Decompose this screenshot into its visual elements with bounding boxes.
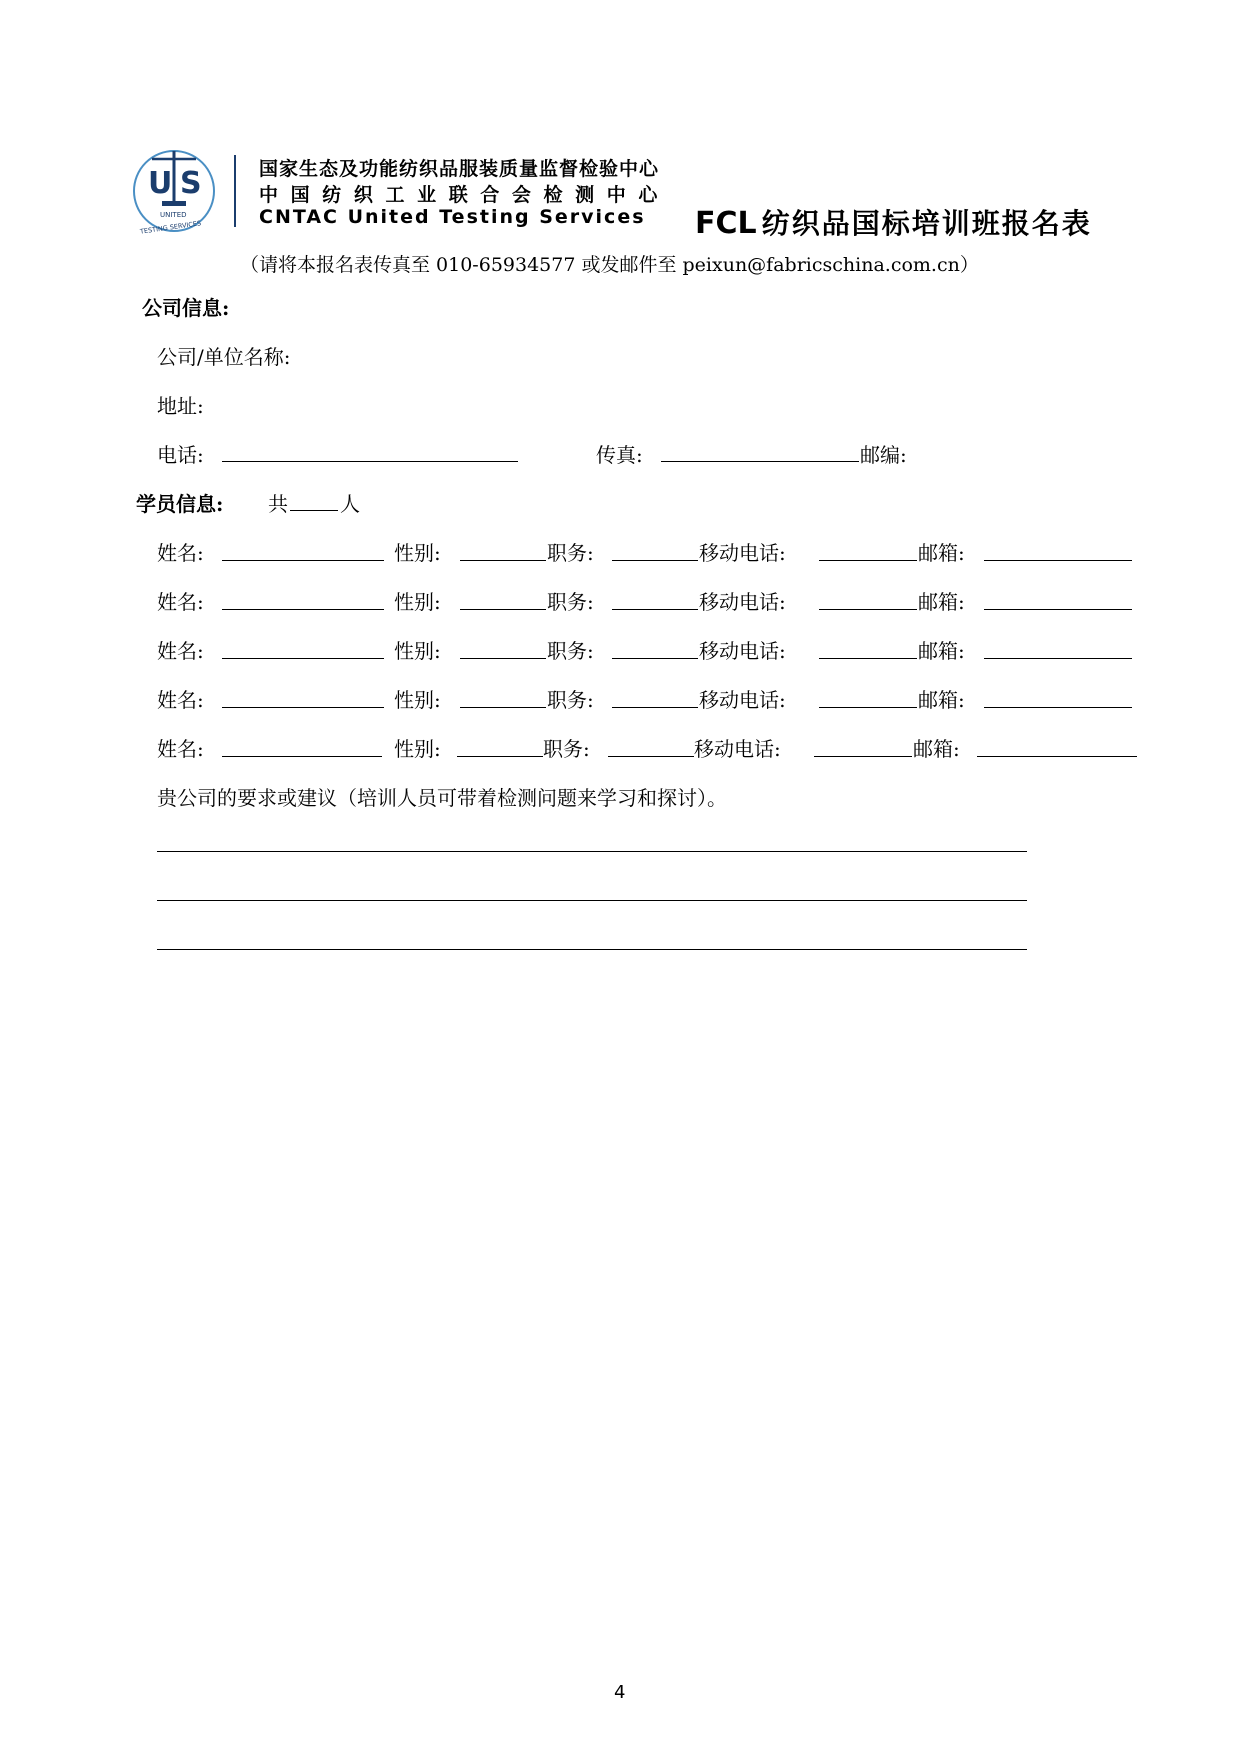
- page-number: 4: [614, 1682, 626, 1703]
- student-gender-field[interactable]: [460, 609, 546, 610]
- logo-letter-s: S: [180, 166, 202, 201]
- phone-field[interactable]: [222, 461, 518, 462]
- student-title-label: 职务:: [543, 737, 590, 761]
- student-name-label: 姓名:: [157, 737, 204, 761]
- student-email-label: 邮箱:: [918, 541, 965, 565]
- student-mobile-field[interactable]: [819, 609, 917, 610]
- suggestion-line[interactable]: [157, 851, 1027, 852]
- students-total-suffix: 人: [340, 492, 360, 516]
- org-name-line3: CNTAC United Testing Services: [259, 206, 646, 228]
- student-name-field[interactable]: [222, 560, 384, 561]
- student-email-field[interactable]: [984, 560, 1132, 561]
- page-title-prefix: FCL: [695, 206, 757, 241]
- student-gender-field[interactable]: [460, 658, 546, 659]
- student-gender-field[interactable]: [457, 756, 543, 757]
- address-label: 地址:: [157, 394, 204, 418]
- student-title-field[interactable]: [612, 609, 698, 610]
- org-name-line2: 中 国 纺 织 工 业 联 合 会 检 测 中 心: [259, 184, 661, 206]
- student-title-field[interactable]: [608, 756, 694, 757]
- postcode-label: 邮编:: [860, 443, 907, 467]
- student-mobile-label: 移动电话:: [699, 541, 786, 565]
- uts-logo: [128, 145, 220, 237]
- student-email-label: 邮箱:: [918, 639, 965, 663]
- student-name-field[interactable]: [222, 707, 384, 708]
- phone-label: 电话:: [157, 443, 204, 467]
- students-section-label: 学员信息:: [136, 492, 224, 516]
- suggestions-label: 贵公司的要求或建议（培训人员可带着检测问题来学习和探讨）。: [157, 786, 727, 810]
- student-email-field[interactable]: [977, 756, 1137, 757]
- logo-ring-top-text: UNITED: [160, 211, 187, 219]
- student-name-label: 姓名:: [157, 688, 204, 712]
- students-total-prefix: 共: [268, 492, 288, 516]
- student-title-label: 职务:: [547, 639, 594, 663]
- student-gender-field[interactable]: [460, 707, 546, 708]
- fax-label: 传真:: [596, 443, 643, 467]
- student-title-label: 职务:: [547, 541, 594, 565]
- student-title-label: 职务:: [547, 688, 594, 712]
- logo-divider: [234, 155, 236, 227]
- submission-note: （请将本报名表传真至 010-65934577 或发邮件至 peixun@fabricschina.com.cn）: [240, 254, 979, 276]
- page-title: [695, 202, 1092, 242]
- student-gender-field[interactable]: [460, 560, 546, 561]
- logo-letter-u: U: [148, 166, 173, 201]
- student-name-label: 姓名:: [157, 639, 204, 663]
- student-name-field[interactable]: [222, 658, 384, 659]
- student-mobile-label: 移动电话:: [699, 590, 786, 614]
- student-title-label: 职务:: [547, 590, 594, 614]
- students-total-field[interactable]: [290, 510, 338, 511]
- student-mobile-field[interactable]: [819, 560, 917, 561]
- student-name-field[interactable]: [222, 756, 382, 757]
- student-gender-label: 性别:: [394, 688, 441, 712]
- student-mobile-label: 移动电话:: [694, 737, 781, 761]
- fax-field[interactable]: [661, 461, 859, 462]
- student-name-label: 姓名:: [157, 590, 204, 614]
- student-title-field[interactable]: [612, 707, 698, 708]
- student-mobile-label: 移动电话:: [699, 688, 786, 712]
- company-section-label: 公司信息:: [142, 296, 230, 320]
- student-gender-label: 性别:: [394, 541, 441, 565]
- student-gender-label: 性别:: [394, 590, 441, 614]
- student-email-label: 邮箱:: [918, 688, 965, 712]
- company-name-label: 公司/单位名称:: [157, 345, 291, 369]
- student-mobile-label: 移动电话:: [699, 639, 786, 663]
- page-title-main: 纺织品国标培训班报名表: [761, 207, 1092, 240]
- student-email-field[interactable]: [984, 609, 1132, 610]
- student-email-label: 邮箱:: [918, 590, 965, 614]
- student-title-field[interactable]: [612, 658, 698, 659]
- student-mobile-field[interactable]: [819, 707, 917, 708]
- student-title-field[interactable]: [612, 560, 698, 561]
- student-email-field[interactable]: [984, 707, 1132, 708]
- student-email-label: 邮箱:: [913, 737, 960, 761]
- student-email-field[interactable]: [984, 658, 1132, 659]
- logo-ring-bottom-text: TESTING SERVICES: [139, 219, 202, 236]
- student-mobile-field[interactable]: [814, 756, 912, 757]
- student-name-label: 姓名:: [157, 541, 204, 565]
- student-gender-label: 性别:: [394, 639, 441, 663]
- student-name-field[interactable]: [222, 609, 384, 610]
- student-mobile-field[interactable]: [819, 658, 917, 659]
- suggestion-line[interactable]: [157, 949, 1027, 950]
- suggestion-line[interactable]: [157, 900, 1027, 901]
- org-name-line1: 国家生态及功能纺织品服装质量监督检验中心: [259, 158, 660, 180]
- student-gender-label: 性别:: [394, 737, 441, 761]
